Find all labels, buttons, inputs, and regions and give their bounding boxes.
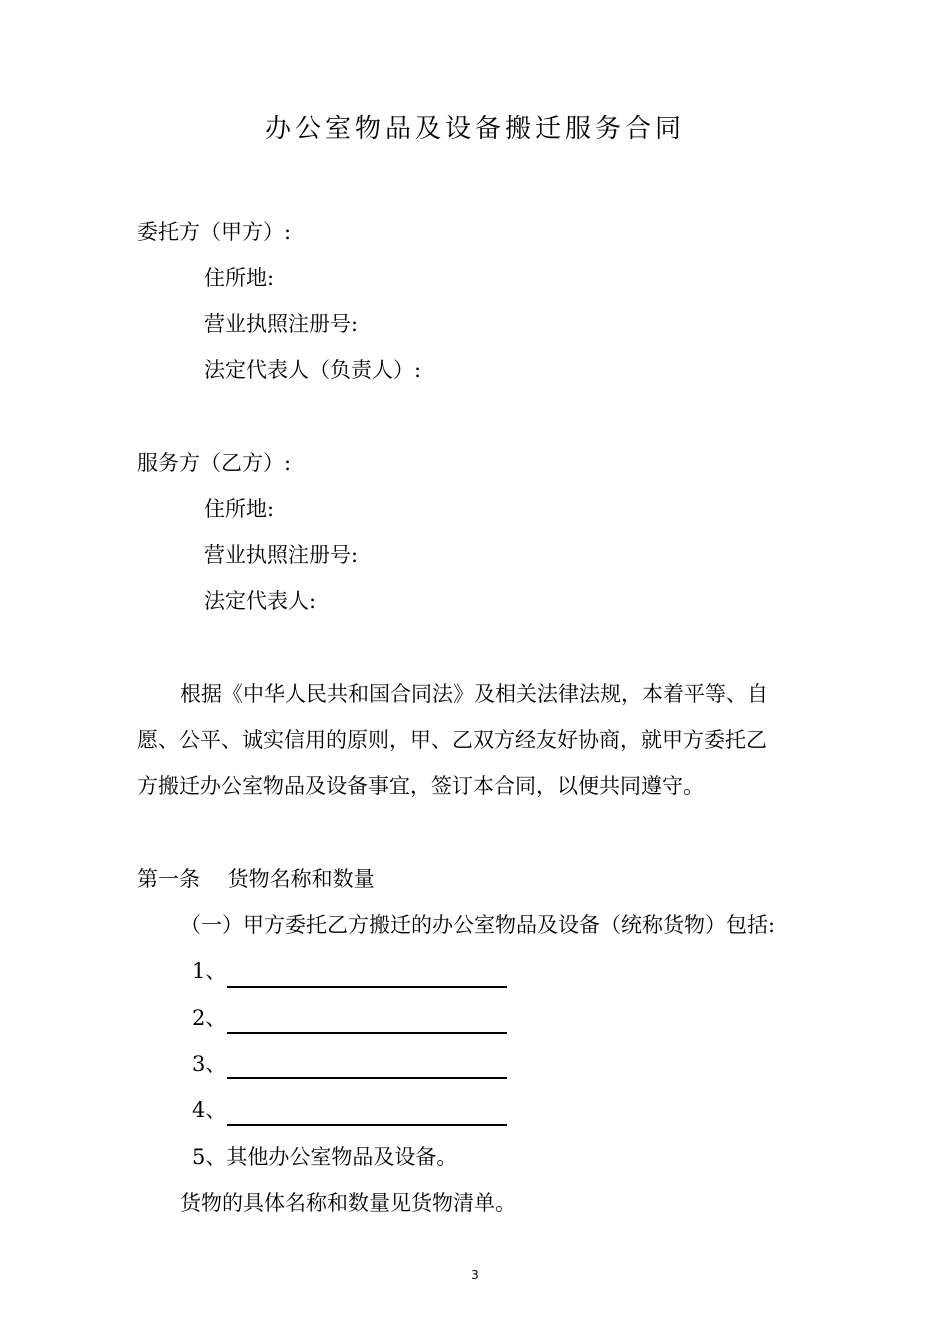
blank-item-number: 2、 [192, 1006, 227, 1030]
party-b-address: 住所地: [204, 497, 275, 521]
blank-item-number: 4、 [192, 1098, 227, 1122]
blank-item-3 [192, 1049, 226, 1079]
fill-in-line-2 [227, 1032, 507, 1034]
preamble-line-3: 方搬迁办公室物品及设备事宜，签订本合同，以便共同遵守。 [137, 774, 704, 798]
fill-in-line-3 [227, 1077, 507, 1079]
preamble-line-1: 根据《中华人民共和国合同法》及相关法律法规，本着平等、自 [180, 682, 768, 706]
party-b-representative: 法定代表人: [204, 589, 317, 613]
fill-in-line-4 [227, 1124, 507, 1126]
party-a-address: 住所地: [204, 266, 275, 290]
party-a-representative: 法定代表人（负责人）: [204, 358, 422, 382]
party-a-heading: 委托方（甲方）: [137, 220, 292, 244]
document-title: 办公室物品及设备搬迁服务合同 [264, 114, 685, 144]
preamble-line-2: 愿、公平、诚实信用的原则，甲、乙双方经友好协商，就甲方委托乙 [137, 728, 767, 752]
blank-item-2 [192, 1003, 226, 1033]
blank-item-4 [192, 1095, 226, 1125]
article-1-item-5: 5、其他办公室物品及设备。 [192, 1145, 458, 1169]
blank-item-number: 3、 [192, 1052, 227, 1076]
party-b-license: 营业执照注册号: [204, 543, 359, 567]
article-1-item-intro: （一）甲方委托乙方搬迁的办公室物品及设备（统称货物）包括: [180, 913, 776, 937]
article-1-note: 货物的具体名称和数量见货物清单。 [180, 1191, 516, 1215]
fill-in-line-1 [227, 986, 507, 988]
article-1-heading: 第一条 货物名称和数量 [137, 867, 375, 891]
party-a-license: 营业执照注册号: [204, 312, 359, 336]
blank-item-number: 1、 [192, 959, 227, 983]
page-number: 3 [471, 1268, 479, 1282]
blank-item-1 [192, 956, 226, 986]
party-b-heading: 服务方（乙方）: [137, 451, 292, 475]
